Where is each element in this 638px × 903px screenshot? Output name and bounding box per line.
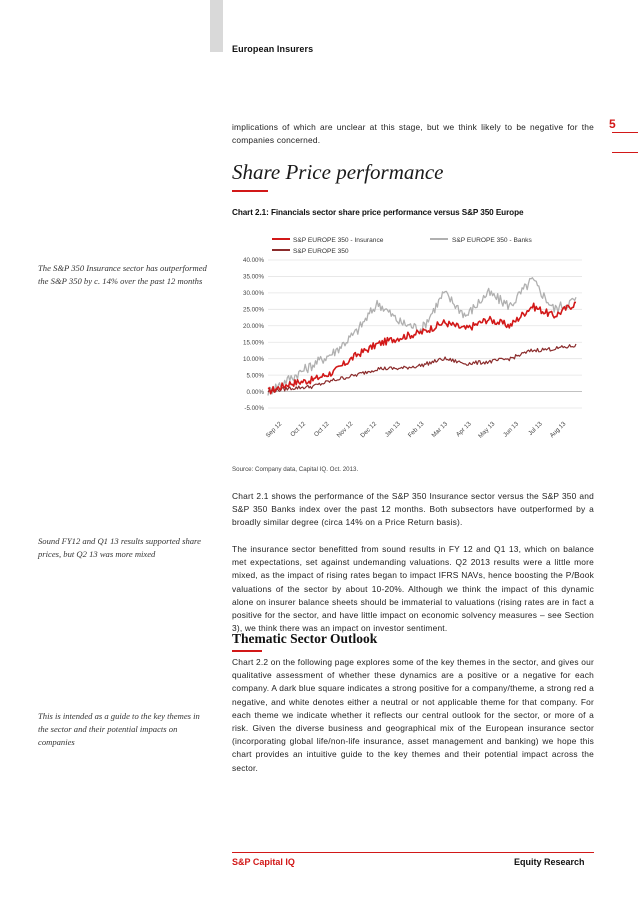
y-tick-label: 30.00%: [243, 290, 264, 298]
y-axis-labels: [243, 257, 264, 412]
y-tick-label: 10.00%: [243, 355, 264, 363]
x-tick-label: Aug 13: [548, 420, 568, 440]
x-tick-label: Oct 12: [289, 420, 308, 439]
chart-legend: [272, 237, 532, 255]
x-tick-label: Jul 13: [527, 420, 544, 438]
top-bar: [210, 0, 223, 52]
x-tick-label: Feb 13: [406, 420, 426, 440]
sidebar-note-2: Sound FY12 and Q1 13 results supported share prices, but Q2 13 was more mixed: [38, 536, 201, 559]
x-tick-label: Mar 13: [430, 420, 450, 440]
legend-label-insurance: S&P EUROPE 350 - Insurance: [293, 237, 384, 244]
y-tick-label: 20.00%: [243, 322, 264, 330]
page-number: 5: [609, 117, 616, 131]
chart-series: [268, 278, 576, 396]
y-tick-label: 35.00%: [243, 273, 264, 281]
section-title-rule: [232, 190, 268, 192]
chart-grid: [268, 260, 582, 408]
x-tick-label: May 13: [477, 420, 497, 440]
chart-title: Chart 2.1: Financials sector share price performance versus S&P 350 Europe: [232, 208, 524, 217]
sidebar-note-3: This is intended as a guide to the key themes in the sector and their potential impacts on companies: [38, 711, 200, 747]
x-axis-labels: [265, 420, 568, 440]
legend-label-banks: S&P EUROPE 350 - Banks: [452, 237, 532, 244]
page-number-rule-bottom: [612, 152, 638, 153]
y-tick-label: -5.00%: [244, 405, 264, 413]
running-header: European Insurers: [232, 44, 314, 54]
x-tick-label: Dec 12: [359, 420, 379, 440]
legend-label-europe: S&P EUROPE 350: [293, 248, 349, 255]
share-price-chart: [232, 222, 594, 462]
y-tick-label: 15.00%: [243, 339, 264, 347]
x-tick-label: Jun 13: [501, 420, 521, 439]
paragraph-3: Chart 2.2 on the following page explores some of the key themes in the sector, and gives our qualitative assessment of whether these dynamics are a positive or a negative for each company. A dark blue square indicates a strong positive for a company/theme, a strong red a negative, and white denotes either a neutral or not applicable theme for that company. For each theme we indicate whether it reflects our central outlook for the sector, or more of a risk. Given the diverse business and geographical mix of the European insurance sector (incorporating global life/non-life insurance, asset management and banking) we hope this chart provides an intuitive guide to the key themes and their potential impact across the sector.: [232, 657, 594, 773]
y-tick-label: 5.00%: [246, 372, 264, 380]
series-line-insurance: [268, 302, 576, 393]
x-tick-label: Sep 12: [264, 420, 284, 440]
intro-paragraph: implications of which are unclear at this stage, but we think likely to be negative for the companies concerned.: [232, 122, 594, 146]
paragraph-2: The insurance sector benefitted from sound results in FY 12 and Q1 13, which on balance met expectations, set against undemanding valuations. Q2 2013 results were a little more mixed, as the impact of rising rates began to impact IFRS NAVs, hence boosting the P/Book valuations of the sector by about 10-20%. Although we think the impact of this dynamic alone on insurer balance sheets should be immaterial to valuations (rising rates are in fact a positive for the sector, and have little impact on economic solvency measures – see Section 3), we think there was an impact on investor sentiment.: [232, 544, 594, 634]
section-title: Share Price performance: [232, 160, 444, 184]
page-number-rule-top: [612, 132, 638, 133]
sidebar-note-1: The S&P 350 Insurance sector has outperformed the S&P 350 by c. 14% over the past 12 months: [38, 263, 207, 286]
x-tick-label: Jan 13: [383, 420, 402, 439]
footer-rule: [232, 852, 594, 853]
paragraph-1: Chart 2.1 shows the performance of the S&P 350 Insurance sector versus the S&P 350 and S&P 350 Banks index over the past 12 months. Both subsectors have outperformed by a broadly similar degree (circa 14% on a Price Return basis).: [232, 491, 594, 528]
footer-brand: S&P Capital IQ: [232, 857, 295, 867]
footer-section: Equity Research: [514, 857, 585, 867]
y-tick-label: 40.00%: [243, 257, 264, 265]
y-tick-label: 0.00%: [246, 388, 264, 396]
chart-source: Source: Company data, Capital IQ. Oct. 2013.: [232, 466, 359, 473]
y-tick-label: 25.00%: [243, 306, 264, 314]
section-2-title-rule: [232, 650, 262, 652]
x-tick-label: Nov 12: [335, 420, 355, 440]
series-line-europe-350: [268, 344, 576, 392]
section-2-title: Thematic Sector Outlook: [232, 631, 378, 646]
x-tick-label: Apr 13: [454, 420, 473, 439]
x-tick-label: Oct 12: [312, 420, 331, 439]
